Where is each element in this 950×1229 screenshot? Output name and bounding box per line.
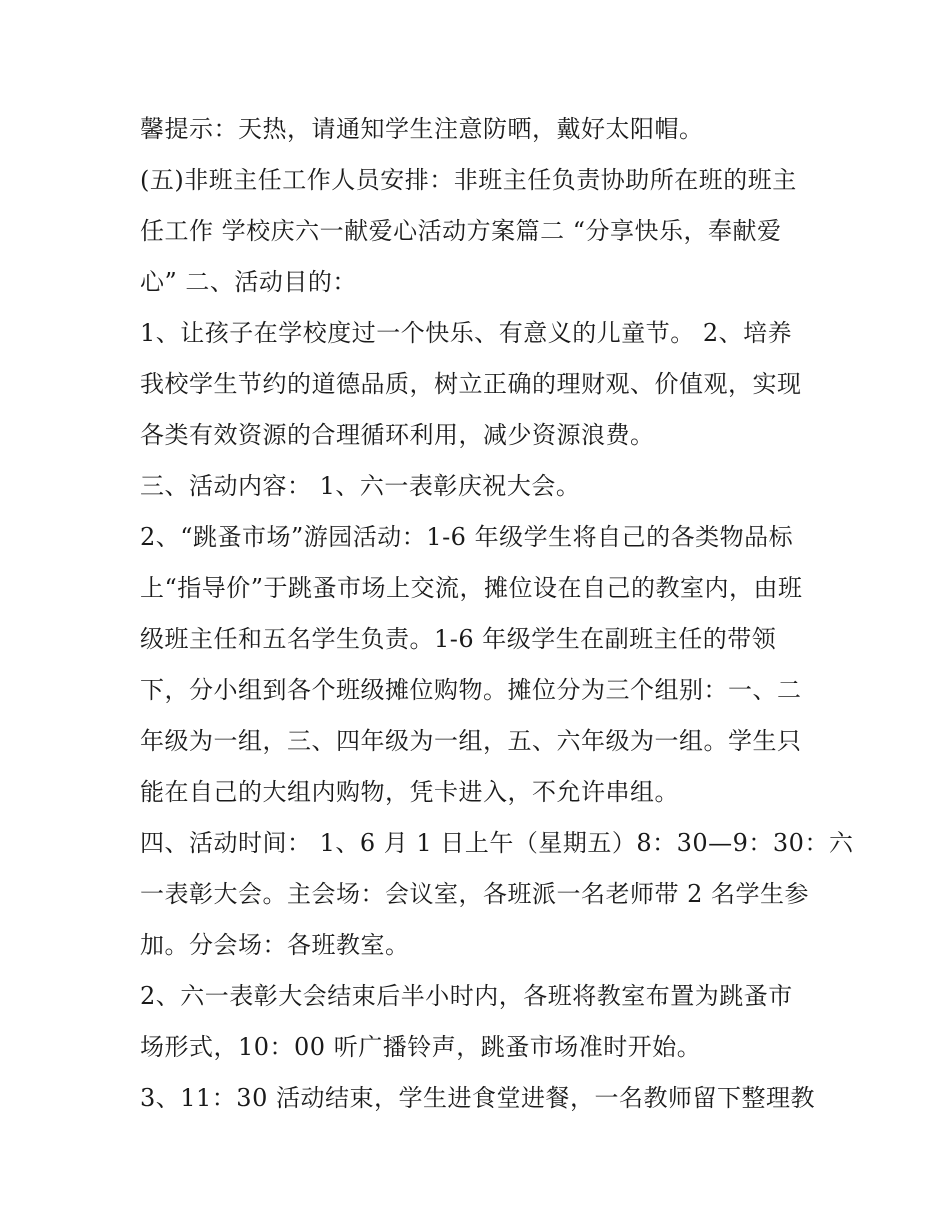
text-line: 年级为一组，三、四年级为一组，五、六年级为一组。学生只: [140, 727, 802, 755]
text-line: 1、让孩子在学校度过一个快乐、有意义的儿童节。 2、培养: [140, 319, 793, 347]
text-line: 一表彰大会。主会场：会议室，各班派一名老师带 2 名学生参: [140, 880, 810, 908]
text-line: 3、11：30 活动结束，学生进食堂进餐，一名教师留下整理教: [140, 1084, 815, 1112]
text-line: 三、活动内容： 1、六一表彰庆祝大会。: [140, 472, 581, 500]
text-line: 2、六一表彰大会结束后半小时内，各班将教室布置为跳蚤市: [140, 982, 793, 1010]
text-line: 馨提示：天热，请通知学生注意防晒，戴好太阳帽。: [140, 115, 704, 143]
text-line: 加。分会场：各班教室。: [140, 931, 410, 959]
text-line: 我校学生节约的道德品质，树立正确的理财观、价值观，实现: [140, 370, 802, 398]
text-line: 场形式，10：00 听广播铃声，跳蚤市场准时开始。: [140, 1033, 702, 1061]
text-line: 上“指导价”于跳蚤市场上交流，摊位设在自己的教室内，由班: [140, 574, 803, 602]
document-body: [140, 108, 854, 1128]
text-line: 心” 二、活动目的：: [140, 268, 357, 296]
text-line: 级班主任和五名学生负责。1-6 年级学生在副班主任的带领: [140, 625, 777, 653]
text-line: 能在自己的大组内购物，凭卡进入，不允许串组。: [140, 778, 679, 806]
text-line: 各类有效资源的合理循环利用，减少资源浪费。: [140, 421, 655, 449]
text-line: 2、“跳蚤市场”游园活动：1-6 年级学生将自己的各类物品标: [140, 523, 794, 551]
text-line: 四、活动时间： 1、6 月 1 日上午（星期五）8：30—9：30：六: [140, 829, 854, 857]
text-line: 下，分小组到各个班级摊位购物。摊位分为三个组别：一、二: [140, 676, 802, 704]
text-line: 任工作 学校庆六一献爱心活动方案篇二 “分享快乐，奉献爱: [140, 217, 782, 245]
text-line: (五)非班主任工作人员安排：非班主任负责协助所在班的班主: [140, 166, 797, 194]
